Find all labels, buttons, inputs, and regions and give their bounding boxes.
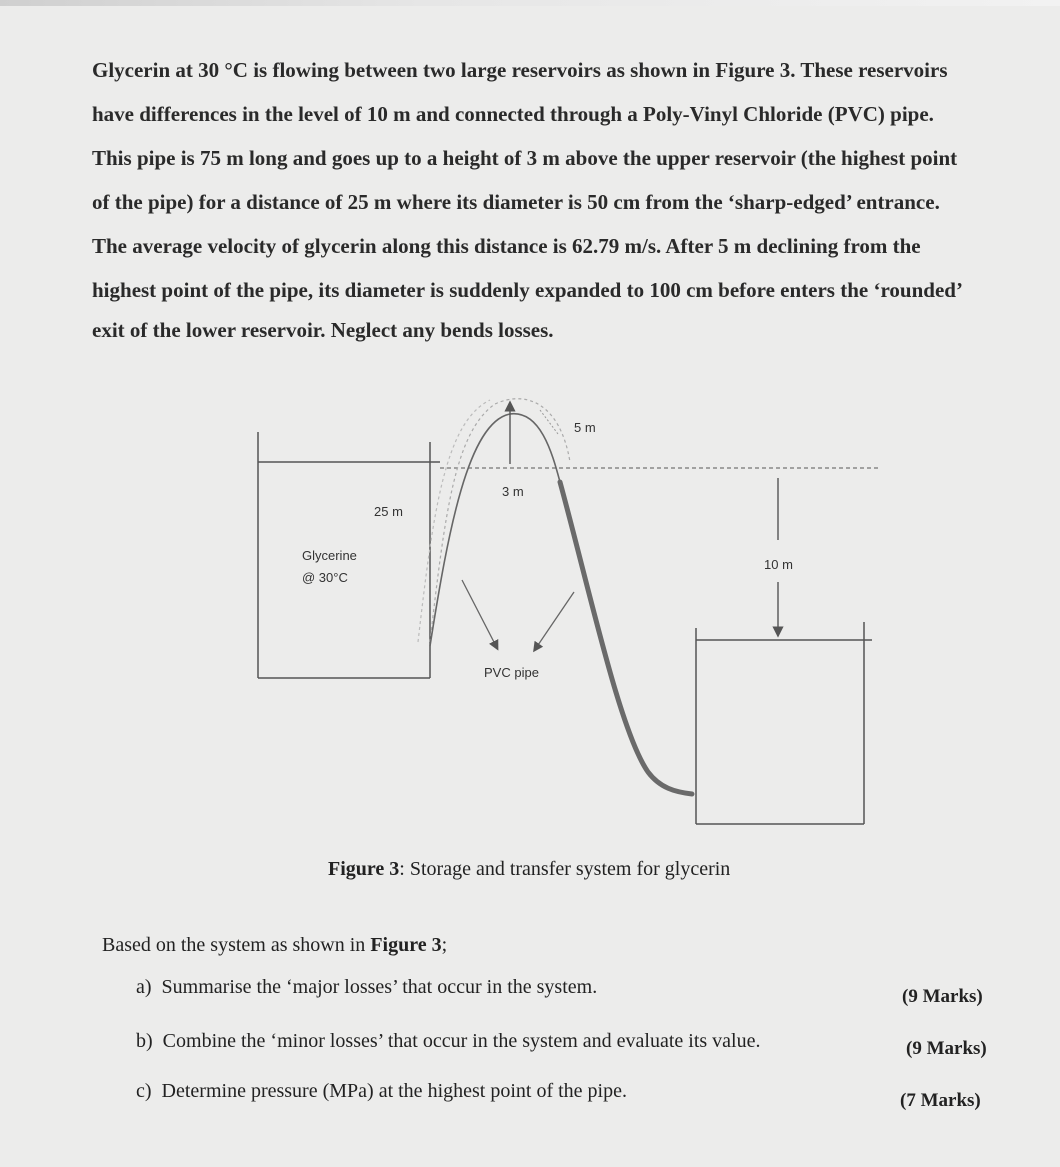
question-text: Summarise the ‘major losses’ that occur in the system. (161, 976, 598, 998)
caption-text: : Storage and transfer system for glycerin (399, 858, 731, 880)
pipe-outline-dashed-inner (418, 400, 490, 642)
question-a (136, 976, 597, 999)
lead-bold: Figure 3 (370, 934, 442, 956)
paragraph-line-7: exit of the lower reservoir. Neglect any bends losses. (92, 318, 554, 342)
figure-caption (328, 858, 730, 881)
lower-reservoir (696, 622, 872, 824)
label-3m: 3 m (502, 484, 524, 499)
paragraph-line-4: of the pipe) for a distance of 25 m where its diameter is 50 cm from the ‘sharp-edged’ entrance. (92, 190, 940, 214)
pvc-pipe-downstream (560, 482, 692, 794)
pvc-pipe-pointers (462, 580, 574, 680)
marks-c: (7 Marks) (900, 1090, 981, 1111)
pipe-outline-dashed (430, 399, 570, 642)
question-text: Determine pressure (MPa) at the highest point of the pipe. (161, 1080, 627, 1102)
marks-b: (9 Marks) (906, 1038, 987, 1059)
page-top-edge (0, 0, 1060, 6)
paragraph-line-5: The average velocity of glycerin along this distance is 62.79 m/s. After 5 m declining from the (92, 234, 921, 258)
label-fluid: Glycerine (302, 548, 357, 563)
question-label: c) (136, 1080, 152, 1102)
question-c (136, 1080, 627, 1103)
label-10m: 10 m (764, 557, 793, 572)
lead-end: ; (441, 934, 448, 956)
question-text: Combine the ‘minor losses’ that occur in the system and evaluate its value. (162, 1030, 761, 1052)
paragraph-line-6: highest point of the pipe, its diameter is suddenly expanded to 100 cm before enters the ‘rounded’ (92, 278, 963, 302)
label-pvc-pipe: PVC pipe (484, 665, 539, 680)
question-label: a) (136, 976, 152, 998)
reservoir-diagram (240, 392, 900, 832)
label-5m: 5 m (574, 420, 596, 435)
paragraph-line-1: Glycerin at 30 °C is flowing between two large reservoirs as shown in Figure 3. These reservoirs (92, 58, 948, 82)
paragraph-line-3: This pipe is 75 m long and goes up to a height of 3 m above the upper reservoir (the highest point (92, 146, 958, 170)
paragraph-line-2: have differences in the level of 10 m and connected through a Poly-Vinyl Chloride (PVC) pipe. (92, 102, 934, 126)
label-fluid-temp: @ 30°C (302, 570, 348, 585)
pvc-pipe-upstream (430, 414, 560, 646)
dimension-5m (540, 410, 596, 435)
reservoir-diagram-svg (240, 392, 900, 832)
questions-lead (102, 934, 447, 957)
marks-a: (9 Marks) (902, 986, 983, 1007)
question-b (136, 1030, 760, 1053)
dimension-10m (764, 478, 793, 632)
dimension-3m (502, 406, 524, 499)
label-25m: 25 m (374, 504, 403, 519)
lead-text: Based on the system as shown in (102, 934, 371, 956)
caption-label: Figure 3 (328, 858, 400, 880)
question-label: b) (136, 1030, 153, 1052)
